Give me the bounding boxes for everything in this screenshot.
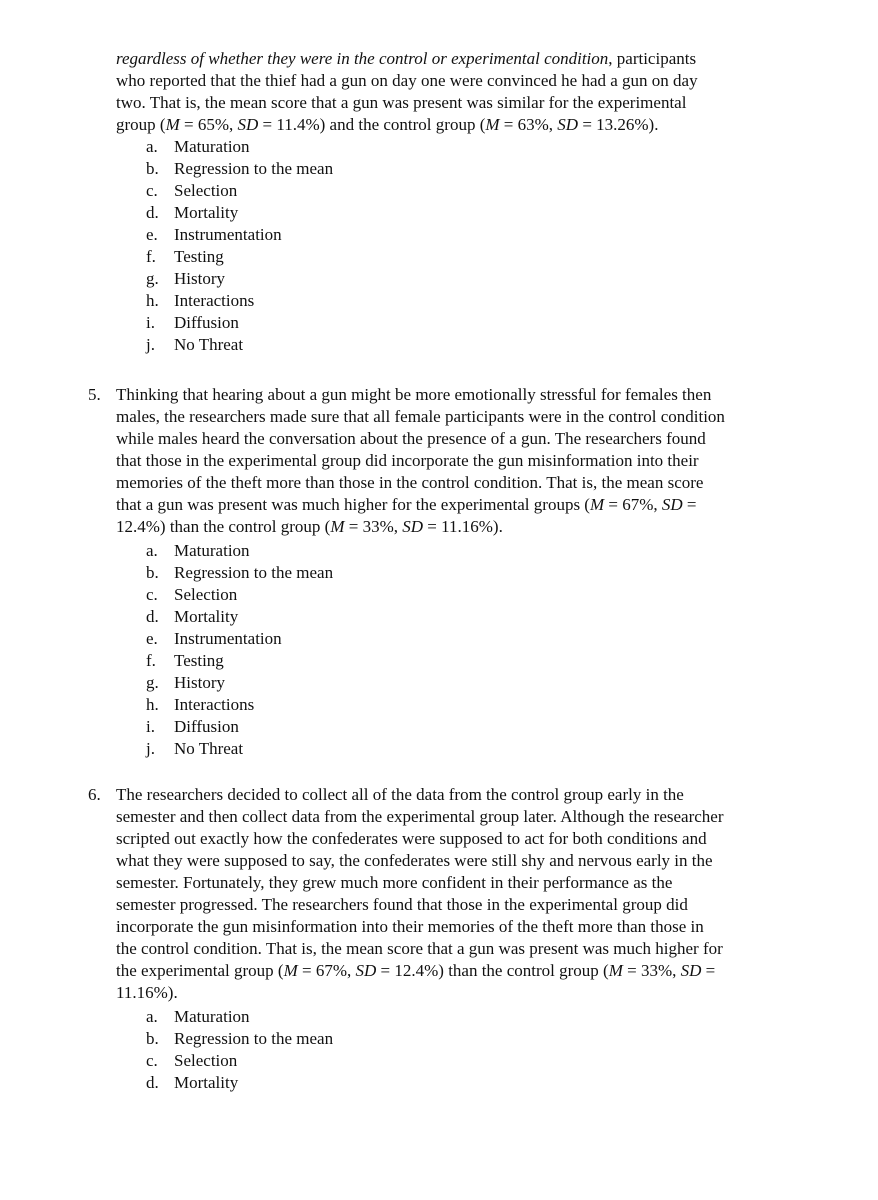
stem-line: what they were supposed to say, the confederates were still shy and nervous early in the — [116, 851, 713, 870]
option-c: c. Selection — [146, 1051, 238, 1070]
question-5-stem — [116, 384, 816, 538]
stem-line: semester and then collect data from the experimental group later. Although the researcher — [116, 807, 724, 826]
question-4-stem — [116, 48, 816, 136]
stem-line: group (M = 65%, SD = 11.4%) and the control group (M = 63%, SD = 13.26%). — [116, 115, 659, 134]
stem-line: regardless of whether they were in the control or experimental condition, participants — [116, 49, 697, 68]
stem-line: males, the researchers made sure that all female participants were in the control condition — [116, 407, 725, 426]
stem-line: semester. Fortunately, they grew much more confident in their performance as the — [116, 873, 673, 892]
question-4-options — [146, 136, 546, 356]
option-j: j. No Threat — [146, 335, 244, 354]
option-d: d. Mortality — [146, 203, 239, 222]
option-a: a. Maturation — [146, 541, 250, 560]
stem-line: Thinking that hearing about a gun might be more emotionally stressful for females then — [116, 385, 712, 404]
option-e: e. Instrumentation — [146, 225, 282, 244]
option-i: i. Diffusion — [146, 717, 239, 736]
option-i: i. Diffusion — [146, 313, 239, 332]
option-a: a. Maturation — [146, 1007, 250, 1026]
stem-line: memories of the theft more than those in the control condition. That is, the mean score — [116, 473, 704, 492]
option-b: b. Regression to the mean — [146, 1029, 334, 1048]
option-a: a. Maturation — [146, 137, 250, 156]
stem-line: scripted out exactly how the confederates were supposed to act for both conditions and — [116, 829, 707, 848]
option-b: b. Regression to the mean — [146, 159, 334, 178]
option-f: f. Testing — [146, 247, 224, 266]
stem-line: semester progressed. The researchers found that those in the experimental group did — [116, 895, 688, 914]
stem-line: two. That is, the mean score that a gun was present was similar for the experimental — [116, 93, 687, 112]
question-5-options — [146, 540, 546, 760]
option-h: h. Interactions — [146, 695, 255, 714]
option-j: j. No Threat — [146, 739, 244, 758]
stem-line: the control condition. That is, the mean score that a gun was present was much higher for — [116, 939, 723, 958]
option-c: c. Selection — [146, 585, 238, 604]
stem-line: who reported that the thief had a gun on day one were convinced he had a gun on day — [116, 71, 698, 90]
stem-line: that a gun was present was much higher for the experimental groups (M = 67%, SD = — [116, 495, 697, 514]
stem-line: 12.4%) than the control group (M = 33%, SD = 11.16%). — [116, 517, 503, 536]
question-5-number: 5. — [88, 385, 101, 404]
stem-line: The researchers decided to collect all of the data from the control group early in the — [116, 785, 684, 804]
stem-line: while males heard the conversation about the presence of a gun. The researchers found — [116, 429, 706, 448]
option-d: d. Mortality — [146, 607, 239, 626]
option-f: f. Testing — [146, 651, 224, 670]
stem-line: that those in the experimental group did incorporate the gun misinformation into their — [116, 451, 699, 470]
option-b: b. Regression to the mean — [146, 563, 334, 582]
option-g: g. History — [146, 673, 225, 692]
stem-line: incorporate the gun misinformation into their memories of the theft more than those in — [116, 917, 704, 936]
stem-line: the experimental group (M = 67%, SD = 12.4%) than the control group (M = 33%, SD = — [116, 961, 716, 980]
stem-line: 11.16%). — [116, 983, 178, 1002]
option-g: g. History — [146, 269, 225, 288]
question-6-number: 6. — [88, 785, 101, 804]
option-e: e. Instrumentation — [146, 629, 282, 648]
option-h: h. Interactions — [146, 291, 255, 310]
option-c: c. Selection — [146, 181, 238, 200]
question-6-stem — [116, 784, 816, 1004]
question-6-options — [146, 1006, 546, 1094]
option-d: d. Mortality — [146, 1073, 239, 1092]
